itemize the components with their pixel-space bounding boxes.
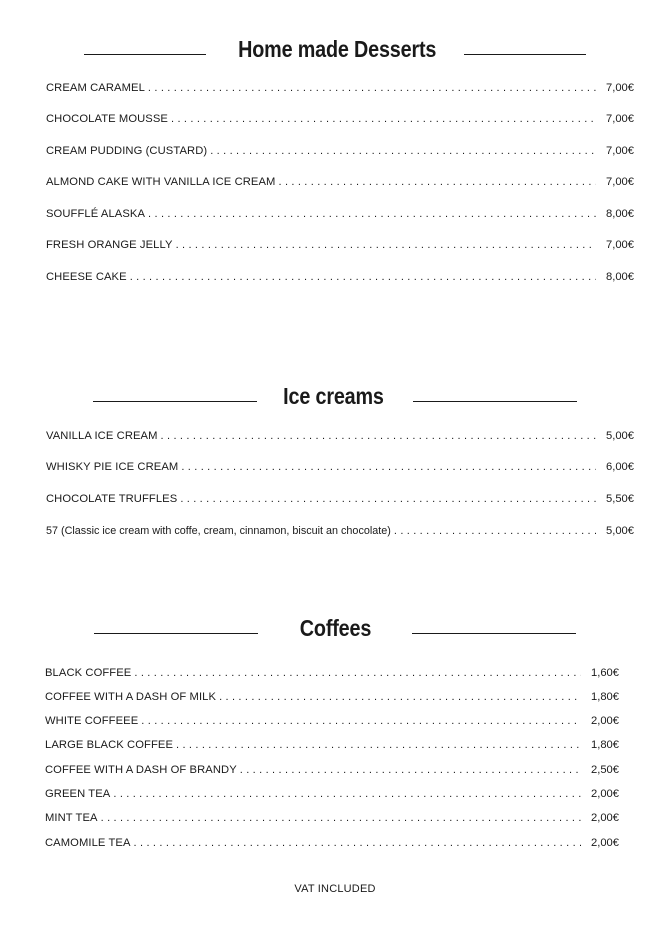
menu-item <box>45 737 619 753</box>
heading-rule-right <box>412 633 576 634</box>
menu-item-price: 1,60€ <box>591 667 619 679</box>
menu-item <box>46 491 634 507</box>
dot-leader <box>101 810 581 826</box>
menu-item-name: WHITE COFFEEE <box>45 715 139 727</box>
coffees-heading <box>0 615 670 642</box>
menu-item <box>46 174 634 190</box>
menu-item <box>45 835 619 851</box>
menu-item-price: 7,00€ <box>606 145 634 157</box>
dot-leader <box>240 762 581 778</box>
dot-leader <box>171 111 596 127</box>
menu-item-name: WHISKY PIE ICE CREAM <box>46 461 179 473</box>
dot-leader <box>181 459 596 475</box>
dot-leader <box>278 174 596 190</box>
menu-item <box>46 428 634 444</box>
menu-item <box>45 713 619 729</box>
menu-item-name: LARGE BLACK COFFEE <box>45 739 174 751</box>
menu-item <box>45 810 619 826</box>
menu-item-name: CREAM PUDDING (CUSTARD) <box>46 145 208 157</box>
menu-item-price: 2,00€ <box>591 837 619 849</box>
menu-item-price: 2,50€ <box>591 764 619 776</box>
desserts-heading <box>0 36 670 63</box>
dot-leader <box>134 835 581 851</box>
menu-item-price: 7,00€ <box>606 176 634 188</box>
menu-item-name: CHOCOLATE MOUSSE <box>46 113 168 125</box>
menu-item-price: 1,80€ <box>591 691 619 703</box>
heading-rule-left <box>94 633 258 634</box>
heading-rule-right <box>413 401 577 402</box>
menu-item <box>45 689 619 705</box>
menu-item-name: CHOCOLATE TRUFFLES <box>46 493 178 505</box>
dot-leader <box>210 143 596 159</box>
menu-item-name: CHEESE CAKE <box>46 271 127 283</box>
menu-item-name: COFFEE WITH A DASH OF BRANDY <box>45 764 237 776</box>
menu-item-price: 7,00€ <box>606 82 634 94</box>
menu-item-name: FRESH ORANGE JELLY <box>46 239 173 251</box>
menu-item-name: COFFEE WITH A DASH OF MILK <box>45 691 217 703</box>
menu-item-name: GREEN TEA <box>45 788 111 800</box>
dot-leader <box>176 737 581 753</box>
heading-rule-left <box>84 54 206 55</box>
dot-leader <box>141 713 581 729</box>
menu-item-price: 8,00€ <box>606 271 634 283</box>
menu-item-price: 5,00€ <box>606 430 634 442</box>
menu-item <box>46 143 634 159</box>
coffees-title: Coffees <box>299 615 371 641</box>
menu-item-name: MINT TEA <box>45 812 98 824</box>
menu-item <box>45 665 619 681</box>
dot-leader <box>148 206 596 222</box>
menu-item-name: VANILLA ICE CREAM <box>46 430 158 442</box>
vat-note: VAT INCLUDED <box>294 883 376 895</box>
dot-leader <box>148 80 596 96</box>
menu-item-price: 6,00€ <box>606 461 634 473</box>
dot-leader <box>130 269 596 285</box>
menu-item <box>46 237 634 253</box>
dot-leader <box>394 523 596 539</box>
menu-item-name: SOUFFLÉ ALASKA <box>46 208 146 220</box>
desserts-title: Home made Desserts <box>237 36 437 62</box>
menu-item-name: 57 (Classic ice cream with coffe, cream, cinnamon, biscuit an chocolate) <box>46 525 391 537</box>
dot-leader <box>180 491 596 507</box>
menu-item-name: BLACK COFFEE <box>45 667 132 679</box>
dot-leader <box>161 428 596 444</box>
menu-item-price: 2,00€ <box>591 788 619 800</box>
dot-leader <box>134 665 581 681</box>
menu-item-name: CREAM CARAMEL <box>46 82 145 94</box>
menu-item-price: 5,00€ <box>606 525 634 537</box>
menu-item-price: 2,00€ <box>591 812 619 824</box>
menu-item <box>45 786 619 802</box>
dot-leader <box>113 786 581 802</box>
dot-leader <box>176 237 596 253</box>
menu-item <box>46 523 634 539</box>
menu-item <box>46 206 634 222</box>
menu-item <box>46 111 634 127</box>
ice-creams-heading <box>0 383 670 410</box>
menu-item-price: 7,00€ <box>606 113 634 125</box>
menu-item-price: 8,00€ <box>606 208 634 220</box>
menu-item-name: ALMOND CAKE WITH VANILLA ICE CREAM <box>46 176 276 188</box>
menu-item-price: 5,50€ <box>606 493 634 505</box>
dot-leader <box>219 689 581 705</box>
menu-item <box>45 762 619 778</box>
menu-item <box>46 459 634 475</box>
menu-item <box>46 80 634 96</box>
menu-item-price: 7,00€ <box>606 239 634 251</box>
menu-item-price: 2,00€ <box>591 715 619 727</box>
heading-rule-right <box>464 54 586 55</box>
menu-item <box>46 269 634 285</box>
ice-creams-title: Ice creams <box>282 383 384 409</box>
menu-item-price: 1,80€ <box>591 739 619 751</box>
heading-rule-left <box>93 401 257 402</box>
menu-item-name: CAMOMILE TEA <box>45 837 131 849</box>
